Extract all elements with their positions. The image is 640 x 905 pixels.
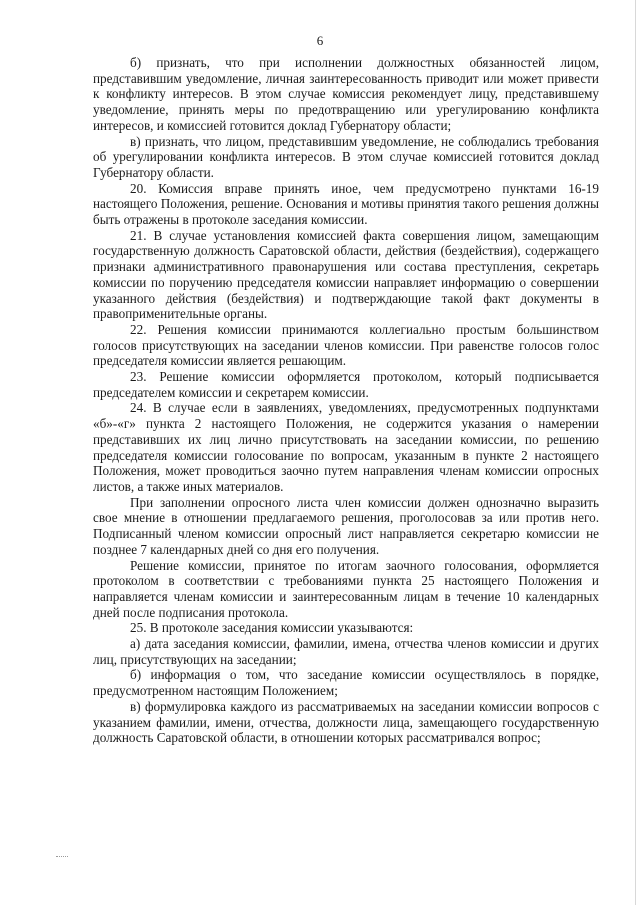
paragraph-24-decision: Решение комиссии, принятое по итогам заочного голосования, оформляется протоколом в соответствии с требованиями пункта 25 настоящего Положения и направляется членам комиссии и заинтересованным лицам в течение 10 календарных дней после подписания протокола. [93, 557, 599, 620]
paragraph-22: 22. Решения комиссии принимаются коллегиально простым большинством голосов присутствующих на заседании членов комиссии. При равенстве голосов голос председателя комиссии является решающим. [93, 321, 599, 369]
paragraph-20: 20. Комиссия вправе принять иное, чем предусмотрено пунктами 16-19 настоящего Положения, решение. Основания и мотивы принятия такого решения должны быть отражены в протоколе заседания комиссии. [93, 180, 599, 228]
paragraph-24: 24. В случае если в заявлениях, уведомлениях, предусмотренных подпунктами «б»-«г» пункта 2 настоящего Положения, не содержится указания о намерении представивших их лиц лично присутствовать на заседании комиссии, по решению председателя комиссии голосование по вопросам, указанным в пункте 2 настоящего Положения, может проводиться заочно путем направления членам комиссии опросных листов, а также иных материалов. [93, 400, 599, 494]
paragraph-25c: в) формулировка каждого из рассматриваемых на заседании комиссии вопросов с указанием фамилии, имени, отчества, должности лица, замещающего государственную должность Саратовской области, в отношении которых рассматривался вопрос; [93, 698, 599, 746]
scan-edge-line [635, 0, 636, 905]
paragraph-25b: б) информация о том, что заседание комиссии осуществлялось в порядке, предусмотренном настоящим Положением; [93, 667, 599, 699]
page-number: 6 [316, 33, 324, 48]
paragraph-23: 23. Решение комиссии оформляется протоколом, который подписывается председателем комиссии и секретарем комиссии. [93, 369, 599, 400]
document-body [93, 55, 599, 746]
paragraph-25a: а) дата заседания комиссии, фамилии, имена, отчества членов комиссии и других лиц, присутствующих на заседании; [93, 636, 599, 667]
scan-artifact-mark [56, 856, 68, 858]
paragraph-25: 25. В протоколе заседания комиссии указываются: [130, 620, 414, 636]
paragraph-19c: в) признать, что лицом, представившим уведомление, не соблюдались требования об урегулировании конфликта интересов. В этом случае комиссией готовится доклад Губернатору области. [93, 133, 599, 180]
paragraph-21: 21. В случае установления комиссией факта совершения лицом, замещающим государственную должность Саратовской области, действия (бездействия), содержащего признаки административного правонарушения или состава преступления, секретарь комиссии по поручению председателя комиссии направляет информацию о совершении указанного действия (бездействия) и подтверждающие такой факт документы в правоприменительные органы. [93, 227, 599, 322]
paragraph-24-questionnaire: При заполнении опросного листа член комиссии должен однозначно выразить свое мнение в отношении предлагаемого решения, проголосовав за или против него. Подписанный членом комиссии опросный лист направляется секретарю комиссии не позднее 7 календарных дней со дня его получения. [93, 494, 599, 557]
paragraph-19b: б) признать, что при исполнении должностных обязанностей лицом, представившим уведомление, личная заинтересованность приводит или может привести к конфликту интересов. В этом случае комиссия рекомендует лицу, представившему уведомление, принять меры по предотвращению или урегулированию конфликта интересов, и комиссией готовится доклад Губернатору области; [93, 55, 599, 133]
